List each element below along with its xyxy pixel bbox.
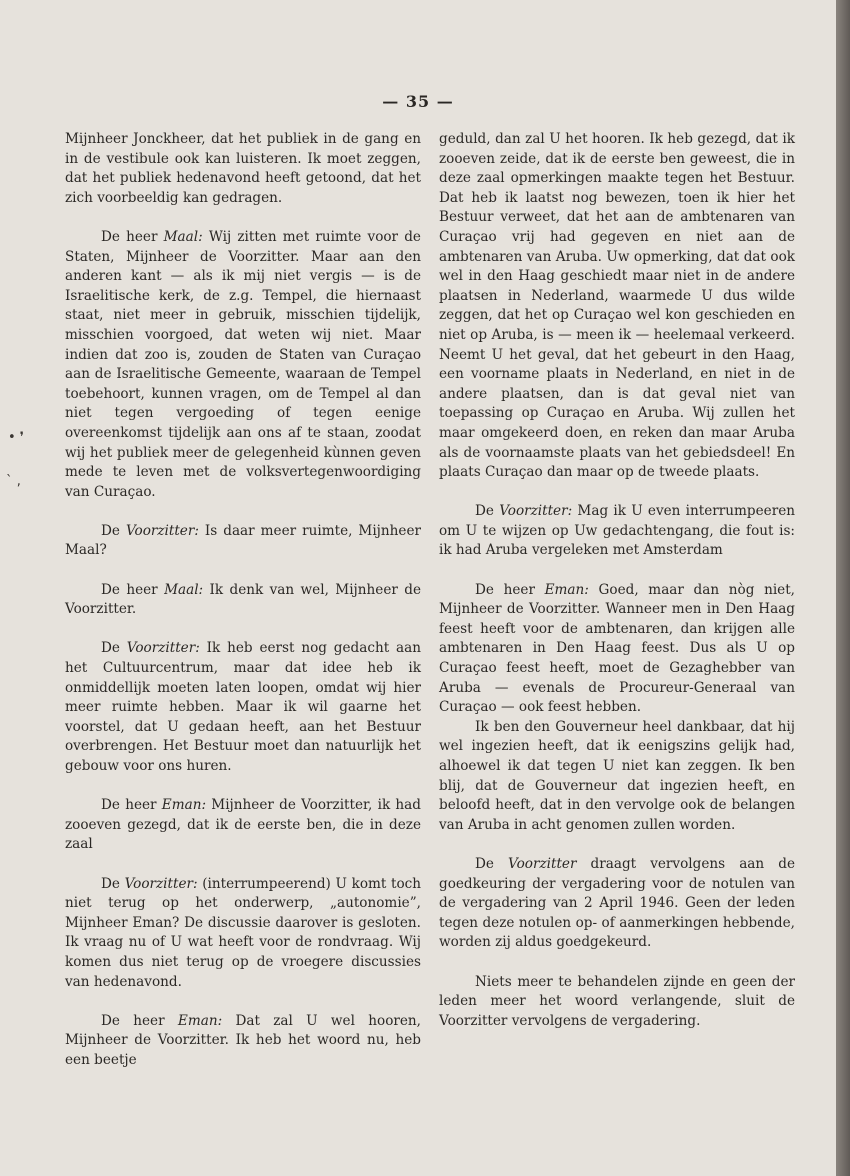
speaker-name: Eman: <box>544 581 589 598</box>
page-edge <box>836 0 850 1176</box>
paragraph: De heer Maal: Wij zitten met ruimte voor de Staten, Mijnheer de Voorzitter. Maar aan den anderen kant — als ik mij niet vergis — is de Israelitische kerk, de z.g. Tempel, die hiernaast staat, niet meer in gebruik, misschien tijdelijk, misschien voorgoed, dat weten wij niet. Maar indien dat zoo is, zouden de Staten van Curaçao aan de Israelitische Gemeente, waaraan de Tempel toebehoort, kunnen vragen, om de Tempel al dan niet tegen vergoeding of tegen eenige overeenkomst tijdelijk aan ons af te staan, zoodat wij het publiek meer de gelegenheid kùnnen geven mede te leven met de volksvertegenwoordiging van Curaçao. <box>65 228 421 500</box>
right-column <box>439 130 795 1031</box>
paragraph: De heer Eman: Goed, maar dan nòg niet, Mijnheer de Voorzitter. Wanneer men in Den Haag feest heeft voor de ambtenaren, dan krijgen alle ambtenaren in Den Haag feest. Dus als U op Curaçao feest heeft, moet de Gezaghebber van Aruba — evenals de Procureur-Generaal van Curaçao — ook feest hebben. <box>439 581 795 716</box>
paragraph: De Voorzitter: Ik heb eerst nog gedacht aan het Cultuurcentrum, maar dat idee heb ik onmiddellijk moeten laten loopen, omdat wij hier meer ruimte hebben. Maar ik wil gaarne het voorstel, dat U gedaan heeft, aan het Bestuur overbrengen. Het Bestuur moet dan natuurlijk het gebouw voor ons huren. <box>65 640 421 774</box>
page-number: — 35 — <box>382 92 454 111</box>
paragraph: De Voorzitter: Is daar meer ruimte, Mijnheer Maal? <box>65 522 421 559</box>
speaker-name: Voorzitter: <box>124 875 198 892</box>
speaker-name: Voorzitter: <box>126 640 200 657</box>
paragraph: De Voorzitter: (interrumpeerend) U komt toch niet terug op het onderwerp, „autonomie”, Mijnheer Eman? De discussie daarover is gesloten. Ik vraag nu of U wat heeft voor de rondvraag. Wij komen dus niet terug op de vroegere discussies van hedenavond. <box>65 875 421 990</box>
speaker-name: Voorzitter: <box>125 522 199 539</box>
paragraph: Mijnheer Jonckheer, dat het publiek in de gang en in de vestibule ook kan luisteren. Ik moet zeggen, dat het publiek hedenavond heeft getoond, dat het zich voorbeeldig kan gedragen. <box>65 131 421 206</box>
speaker-name: Maal: <box>163 228 203 245</box>
margin-mark: ` ‚ <box>6 474 21 489</box>
left-column <box>65 130 421 1071</box>
speaker-name: Eman: <box>161 797 207 814</box>
paragraph: De Voorzitter: Mag ik U even interrumpeeren om U te wijzen op Uw gedachtengang, die fout is: ik had Aruba vergeleken met Amsterdam <box>439 503 795 559</box>
speaker-name: Eman: <box>177 1012 223 1029</box>
margin-mark: • ❜ <box>8 430 24 445</box>
paragraph: Niets meer te behandelen zijnde en geen der leden meer het woord verlangende, sluit de Voorzitter vervolgens de vergadering. <box>439 973 795 1029</box>
speaker-name: Voorzitter: <box>499 503 573 520</box>
speaker-name: Maal: <box>164 581 204 598</box>
paragraph: De heer Maal: Ik denk van wel, Mijnheer de Voorzitter. <box>65 581 421 618</box>
paragraph: De Voorzitter draagt vervolgens aan de goedkeuring der vergadering voor de notulen van de vergadering van 2 April 1946. Geen der leden tegen deze notulen op- of aanmerkingen hebbende, worden zij aldus goedgekeurd. <box>439 855 795 951</box>
paragraph: De heer Eman: Dat zal U wel hooren, Mijnheer de Voorzitter. Ik heb het woord nu, heb een beetje <box>65 1012 421 1068</box>
paragraph: geduld, dan zal U het hooren. Ik heb gezegd, dat ik zooeven zeide, dat ik de eerste ben geweest, die in deze zaal opmerkingen maakte tegen het Bestuur. Dat heb ik laatst nog bewezen, toen ik hier het Bestuur verweet, dat het aan de ambtenaren van Curaçao vrij had gegeven en niet aan de ambtenaren van Aruba. Uw opmerking, dat dat ook wel in den Haag geschiedt maar niet in de andere plaatsen in Nederland, waarmede U dus wilde zeggen, dat het op Curaçao wel kon geschieden en niet op Aruba, is — meen ik — heelemaal verkeerd. Neemt U het geval, dat het gebeurt in den Haag, een voorname plaats in Nederland, en niet in de andere plaatsen, dan is dat geval niet van toepassing op Curaçao en Aruba. Wij zullen het maar omgekeerd doen, en reken dan maar Aruba als de voornaamste plaats van het gebiedsdeel! En plaats Curaçao dan maar op de tweede plaats. <box>439 131 795 481</box>
paragraph: Ik ben den Gouverneur heel dankbaar, dat hij wel ingezien heeft, dat ik eenigszins gelijk had, alhoewel ik dat tegen U niet kan zeggen. Ik ben blij, dat de Gouverneur dat ingezien heeft, en beloofd heeft, dat in den vervolge ook de belangen van Aruba in acht genomen zullen worden. <box>439 718 795 833</box>
paragraph: De heer Eman: Mijnheer de Voorzitter, ik had zooeven gezegd, dat ik de eerste ben, die in deze zaal <box>65 797 421 853</box>
speaker-name: Voorzitter <box>508 855 577 872</box>
